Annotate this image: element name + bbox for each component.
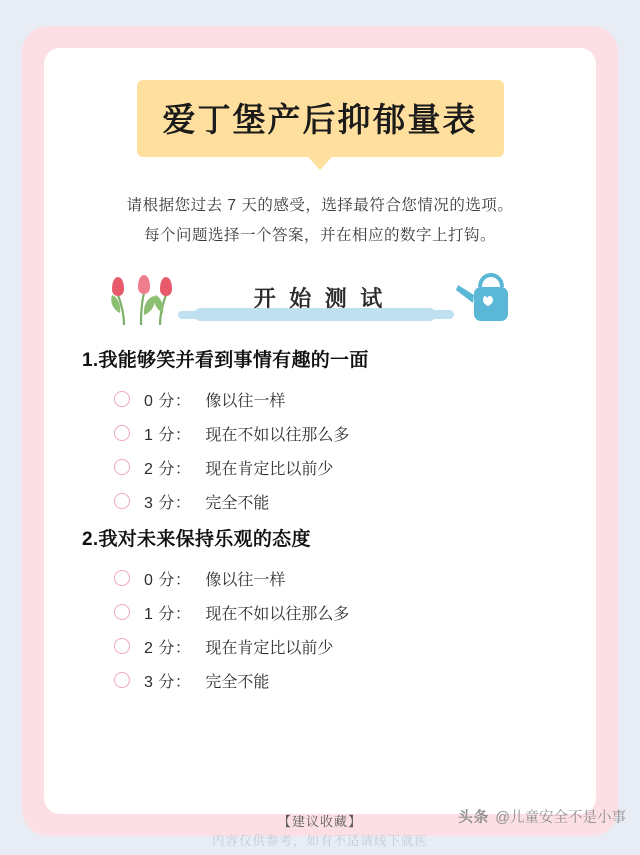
option-row[interactable]: [114, 595, 564, 629]
watermark-logo: 头条: [458, 810, 490, 826]
radio-icon[interactable]: [114, 604, 130, 620]
intro-line-1: 请根据您过去 7 天的感受，选择最符合您情况的选项。: [126, 197, 514, 214]
questions-list: [76, 345, 564, 697]
question-title: [76, 524, 564, 551]
option-score: 1 分：: [144, 605, 192, 623]
radio-icon[interactable]: [114, 672, 130, 688]
footer-note: 【建议收藏】: [277, 814, 362, 829]
question-1-options: [76, 382, 564, 518]
option-row[interactable]: [114, 663, 564, 697]
page-title: 爱丁堡产后抑郁量表: [162, 103, 478, 139]
option-label: 现在肯定比以前少: [205, 460, 334, 478]
intro-line-2: 每个问题选择一个答案，并在相应的数字上打钩。: [143, 227, 496, 244]
option-row[interactable]: [114, 416, 564, 450]
radio-icon[interactable]: [114, 493, 130, 509]
option-label: 现在不如以往那么多: [205, 426, 350, 444]
title-banner-wrap: [76, 80, 564, 157]
option-score: 0 分：: [144, 571, 192, 589]
option-score: 2 分：: [144, 460, 192, 478]
radio-icon[interactable]: [114, 425, 130, 441]
option-row[interactable]: [114, 629, 564, 663]
radio-icon[interactable]: [114, 391, 130, 407]
intro-text: [76, 191, 564, 251]
option-label: 现在肯定比以前少: [205, 639, 334, 657]
question-title: [76, 345, 564, 372]
question-2: [76, 524, 564, 697]
question-text: 我能够笑并看到事情有趣的一面: [98, 350, 369, 371]
disclaimer-text: 内容仅供参考，如有不适请线下就医: [211, 834, 428, 848]
option-row[interactable]: [114, 382, 564, 416]
option-row[interactable]: [114, 561, 564, 595]
option-score: 2 分：: [144, 639, 192, 657]
option-label: 完全不能: [205, 494, 270, 512]
watermark-user: @儿童安全不是小事: [495, 810, 626, 826]
option-score: 3 分：: [144, 673, 192, 691]
radio-icon[interactable]: [114, 570, 130, 586]
start-decoration-row: [76, 269, 564, 331]
question-number: 1.: [82, 350, 99, 371]
option-score: 1 分：: [144, 426, 192, 444]
option-row[interactable]: [114, 450, 564, 484]
question-number: 2.: [82, 529, 99, 550]
option-row[interactable]: [114, 484, 564, 518]
question-1: [76, 345, 564, 518]
radio-icon[interactable]: [114, 459, 130, 475]
question-2-options: [76, 561, 564, 697]
watering-can-icon: [452, 273, 526, 325]
option-label: 完全不能: [205, 673, 270, 691]
option-label: 像以往一样: [205, 392, 286, 410]
option-label: 像以往一样: [205, 571, 286, 589]
option-score: 3 分：: [144, 494, 192, 512]
question-text: 我对未来保持乐观的态度: [98, 529, 311, 550]
title-banner: [137, 80, 504, 157]
option-label: 现在不如以往那么多: [205, 605, 350, 623]
option-score: 0 分：: [144, 392, 192, 410]
radio-icon[interactable]: [114, 638, 130, 654]
watermark: [458, 806, 626, 827]
start-label: 开 始 测 试: [253, 285, 387, 311]
